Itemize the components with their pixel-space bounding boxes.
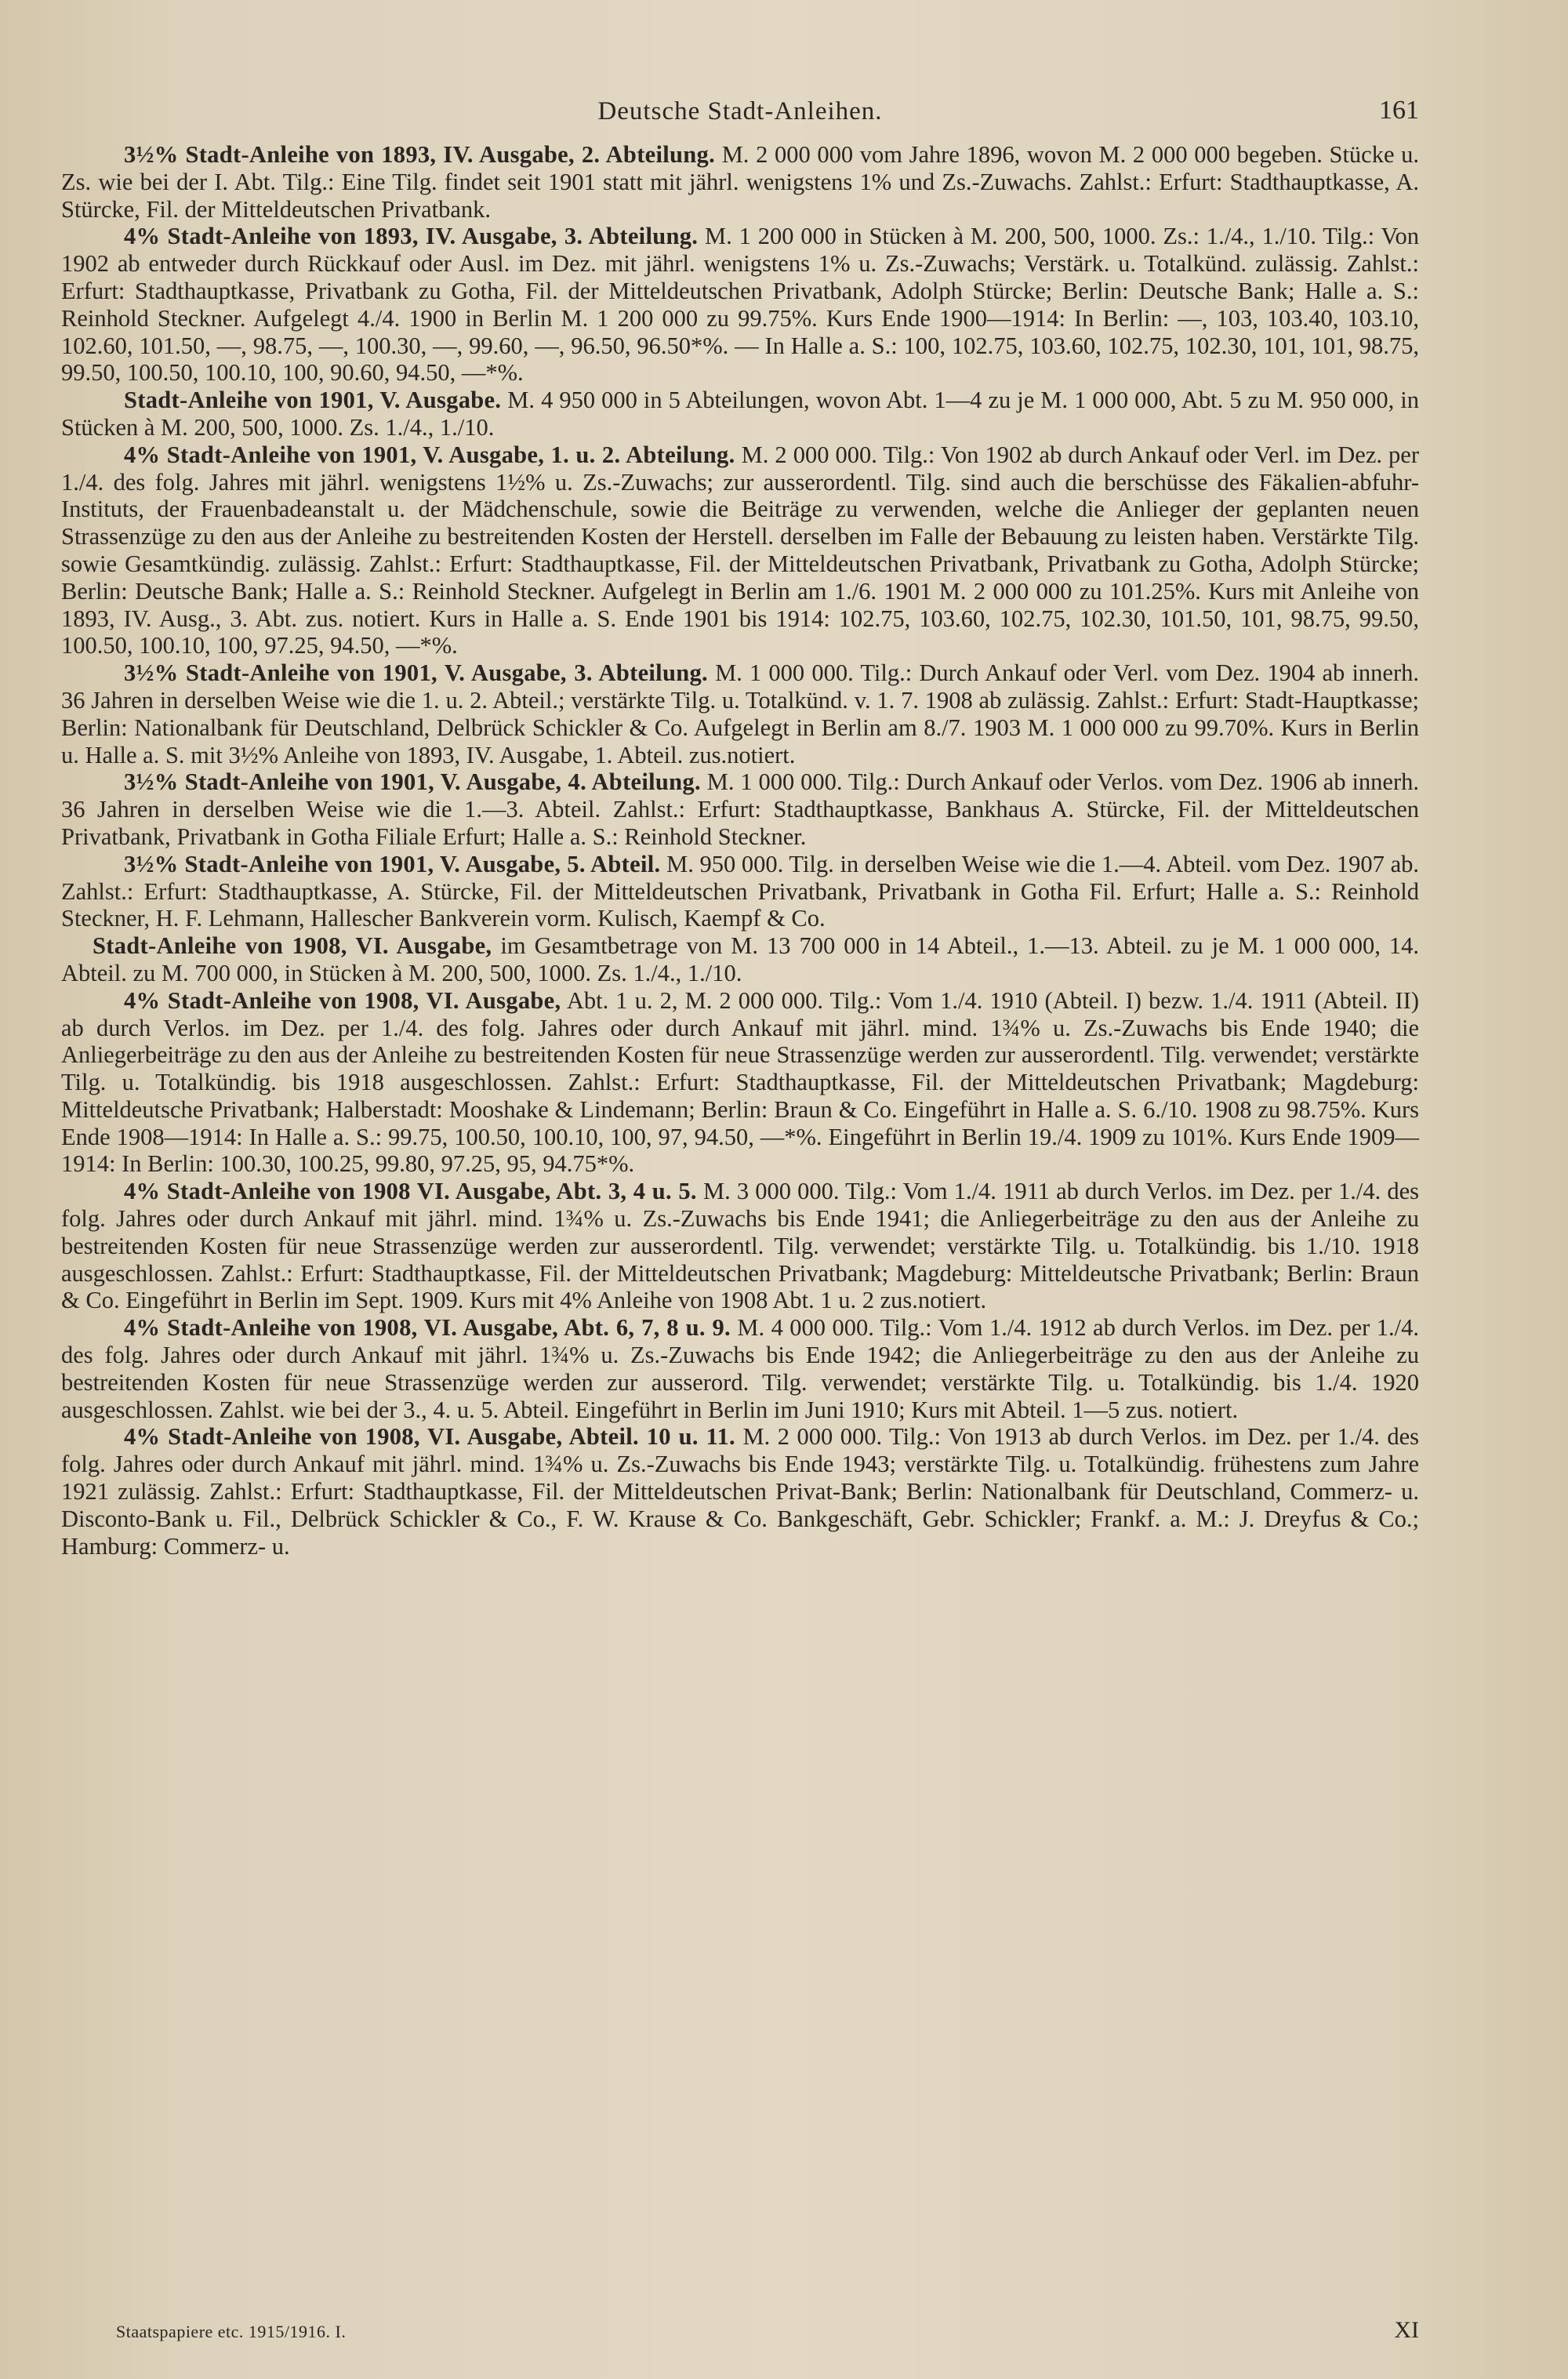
entry-heading: 3½% Stadt-Anleihe von 1893, IV. Ausgabe, 2. Abteilung.: [124, 141, 716, 168]
entry-1893-iv-2: [61, 141, 1419, 223]
entry-1901-v-4: [61, 768, 1419, 850]
entry-text: Abt. 1 u. 2, M. 2 000 000. Tilg.: Vom 1./4. 1910 (Abteil. I) bezw. 1./4. 1911 (Abteil. II) ab durch Verlos. im Dez. per 1./4. des folg. Jahres oder durch Ankauf mit jährl. mind. 1¾% u. Zs.-Zuwachs bis Ende 1940; die Anliegerbeiträge zu den aus der Anleihe zu bestreitenden Kosten für neue Strassenzüge werden zur ausserordentl. Tilg. verwendet; verstärkte Tilg. u. Totalkündig. bis 1918 ausgeschlossen. Zahlst.: Erfurt: Stadthauptkasse, Fil. der Mitteldeutschen Privatbank; Magdeburg: Mitteldeutsche Privatbank; Halberstadt: Mooshake & Lindemann; Berlin: Braun & Co. Eingeführt in Halle a. S. 6./10. 1908 zu 98.75%. Kurs Ende 1908—1914: In Halle a. S.: 99.75, 100.50, 100.10, 100, 97, 94.50, —*%. Eingeführt in Berlin 19./4. 1909 zu 101%. Kurs Ende 1909—1914: In Berlin: 100.30, 100.25, 99.80, 97.25, 95, 94.75*%.: [61, 986, 1419, 1178]
entry-1901-v-5: [61, 851, 1419, 932]
entry-1901-v: [61, 387, 1419, 441]
page-number: 161: [1379, 96, 1419, 125]
entry-heading: 4% Stadt-Anleihe von 1893, IV. Ausgabe, 3. Abteilung.: [124, 223, 699, 250]
entry-1908-vi-6-9: [61, 1314, 1419, 1423]
entry-heading: Stadt-Anleihe von 1901, V. Ausgabe.: [124, 387, 502, 414]
entry-1908-vi-3-5: [61, 1178, 1419, 1314]
entry-heading: 4% Stadt-Anleihe von 1908, VI. Ausgabe, Abt. 6, 7, 8 u. 9.: [124, 1314, 731, 1342]
entry-1908-vi-10-11: [61, 1423, 1419, 1560]
page-header: [61, 93, 1419, 141]
entry-heading: 3½% Stadt-Anleihe von 1901, V. Ausgabe, 4. Abteilung.: [124, 768, 701, 796]
entry-heading: 4% Stadt-Anleihe von 1908, VI. Ausgabe, Abteil. 10 u. 11.: [124, 1423, 735, 1451]
entry-heading: 4% Stadt-Anleihe von 1908 VI. Ausgabe, Abt. 3, 4 u. 5.: [124, 1178, 697, 1205]
entry-1908-vi: [61, 932, 1419, 987]
entry-1908-vi-1-2: [61, 987, 1419, 1179]
running-title: Deutsche Stadt-Anleihen.: [597, 97, 883, 125]
entry-1901-v-1-2: [61, 441, 1419, 659]
entry-text: M. 3 000 000. Tilg.: Vom 1./4. 1911 ab durch Verlos. im Dez. per 1./4. des folg. Jahres oder durch Ankauf mit jährl. mind. 1¾% u. Zs.-Zuwachs bis Ende 1941; die Anliegerbeiträge zu den aus der Anleihe zu bestreitenden Kosten für neue Strassenzüge werden zur ausserordentl. Tilg. verwendet; verstärkte Tilg. u. Totalkündig. bis 1./10. 1918 ausgeschlossen. Zahlst.: Erfurt: Stadthauptkasse, Fil. der Mitteldeutschen Privatbank; Magdeburg: Mitteldeutsche Privatbank; Berlin: Braun & Co. Eingeführt in Berlin im Sept. 1909. Kurs mit 4% Anleihe von 1908 Abt. 1 u. 2 zus.notiert.: [61, 1178, 1419, 1314]
entry-text: M. 4 950 000 in 5 Abteilungen, wovon Abt. 1—4 zu je M. 1 000 000, Abt. 5 zu M. 950 000, in Stücken à M. 200, 500, 1000. Zs. 1./4., 1./10.: [61, 387, 1419, 441]
entry-heading: 4% Stadt-Anleihe von 1901, V. Ausgabe, 1. u. 2. Abteilung.: [124, 441, 735, 468]
entry-text: M. 4 000 000. Tilg.: Vom 1./4. 1912 ab durch Verlos. im Dez. per 1./4. des folg. Jahres oder durch Ankauf mit jährl. 1¾% u. Zs.-Zuwachs bis Ende 1942; die Anliegerbeiträge zu den aus der Anleihe zu bestreitenden Kosten für neue Strassenzüge werden zur ausserord. Tilg. verwendet; verstärkte Tilg. u. Totalkündig. bis 1./4. 1920 ausgeschlossen. Zahlst. wie bei der 3., 4. u. 5. Abteil. Eingeführt in Berlin im Juni 1910; Kurs mit Abteil. 1—5 zus. notiert.: [61, 1314, 1419, 1423]
entry-1901-v-3: [61, 659, 1419, 768]
footer-sheet-number: XI: [1394, 2317, 1419, 2343]
entry-text: M. 1 000 000. Tilg.: Durch Ankauf oder Verl. vom Dez. 1904 ab innerh. 36 Jahren in derselben Weise wie die 1. u. 2. Abteil.; verstärkte Tilg. u. Totalkünd. v. 1. 7. 1908 ab zulässig. Zahlst.: Erfurt: Stadt-Hauptkasse; Berlin: Nationalbank für Deutschland, Delbrück Schickler & Co. Aufgelegt in Berlin am 8./7. 1903 M. 1 000 000 zu 99.70%. Kurs in Berlin u. Halle a. S. mit 3½% Anleihe von 1893, IV. Ausgabe, 1. Abteil. zus.notiert.: [61, 659, 1419, 768]
entry-text: M. 2 000 000. Tilg.: Von 1902 ab durch Ankauf oder Verl. im Dez. per 1./4. des folg. Jahres mit jährl. wenigstens 1½% u. Zs.-Zuwachs; zur ausserordentl. Tilg. sind auch die berschüsse des Fäkalien-abfuhr-Instituts, der Frauenbadeanstalt u. der Mädchenschule, sowie die Beiträge zu verwenden, welche die Anlieger der geplanten neuen Strassenzüge zu den aus der Anleihe zu bestreitenden Kosten der Herstell. derselben im Falle der Bebauung zu leisten haben. Verstärkte Tilg. sowie Gesamtkündig. zulässig. Zahlst.: Erfurt: Stadthauptkasse, Fil. der Mitteldeutschen Privatbank, Privatbank zu Gotha, Adolph Stürcke; Berlin: Deutsche Bank; Halle a. S.: Reinhold Steckner. Aufgelegt in Berlin am 1./6. 1901 M. 2 000 000 zu 101.25%. Kurs mit Anleihe von 1893, IV. Ausg., 3. Abt. zus. notiert. Kurs in Halle a. S. Ende 1901 bis 1914: 102.75, 103.60, 102.75, 102.30, 101.50, 101, 98.75, 99.50, 100.50, 100.10, 100, 97.25, 94.50, —*%.: [61, 441, 1419, 659]
entry-text: im Gesamtbetrage von M. 13 700 000 in 14 Abteil., 1.—13. Abteil. zu je M. 1 000 000, 14. Abteil. zu M. 700 000, in Stücken à M. 200, 500, 1000. Zs. 1./4., 1./10.: [61, 932, 1419, 986]
entry-text: M. 2 000 000. Tilg.: Von 1913 ab durch Verlos. im Dez. per 1./4. des folg. Jahres oder durch Ankauf mit jährl. mind. 1¾% u. Zs.-Zuwachs bis Ende 1943; verstärkte Tilg. u. Totalkündig. frühestens zum Jahre 1921 zulässig. Zahlst.: Erfurt: Stadthauptkasse, Fil. der Mitteldeutschen Privat-Bank; Berlin: Nationalbank für Deutschland, Commerz- u. Disconto-Bank u. Fil., Delbrück Schickler & Co., F. W. Krause & Co. Bankgeschäft, Gebr. Schickler; Frankf. a. M.: J. Dreyfus & Co.; Hamburg: Commerz- u.: [61, 1423, 1419, 1560]
entry-text: M. 950 000. Tilg. in derselben Weise wie die 1.—4. Abteil. vom Dez. 1907 ab. Zahlst.: Erfurt: Stadthauptkasse, A. Stürcke, Fil. der Mitteldeutschen Privatbank, Privatbank in Gotha Fil. Erfurt; Halle a. S.: Reinhold Steckner, H. F. Lehmann, Hallescher Bankverein vorm. Kulisch, Kaempf & Co.: [61, 850, 1420, 932]
entry-heading: 3½% Stadt-Anleihe von 1901, V. Ausgabe, 3. Abteilung.: [124, 659, 708, 687]
entry-1893-iv-3: [61, 223, 1419, 387]
page-footer: [116, 2317, 1419, 2348]
entry-text: M. 2 000 000 vom Jahre 1896, wovon M. 2 000 000 begeben. Stücke u. Zs. wie bei der I. Abt. Tilg.: Eine Tilg. findet seit 1901 statt mit jährl. wenigstens 1% und Zs.-Zuwachs. Zahlst.: Erfurt: Stadthauptkasse, A. Stürcke, Fil. der Mitteldeutschen Privatbank.: [61, 141, 1420, 223]
entry-text: M. 1 000 000. Tilg.: Durch Ankauf oder Verlos. vom Dez. 1906 ab innerh. 36 Jahren in derselben Weise wie die 1.—3. Abteil. Zahlst.: Erfurt: Stadthauptkasse, Bankhaus A. Stürcke, Fil. der Mitteldeutschen Privatbank, Privatbank in Gotha Filiale Erfurt; Halle a. S.: Reinhold Steckner.: [61, 768, 1420, 850]
entry-heading: 4% Stadt-Anleihe von 1908, VI. Ausgabe,: [124, 986, 561, 1014]
entry-text: M. 1 200 000 in Stücken à M. 200, 500, 1000. Zs.: 1./4., 1./10. Tilg.: Von 1902 ab entweder durch Rückkauf oder Ausl. im Dez. mit jährl. wenigstens 1% u. Zs.-Zuwachs; Verstärk. u. Totalkünd. zulässig. Zahlst.: Erfurt: Stadthauptkasse, Privatbank zu Gotha, Fil. der Mitteldeutschen Privatbank, Adolph Stürcke; Berlin: Deutsche Bank; Halle a. S.: Reinhold Steckner. Aufgelegt 4./4. 1900 in Berlin M. 1 200 000 zu 99.75%. Kurs Ende 1900—1914: In Berlin: —, 103, 103.40, 103.10, 102.60, 101.50, —, 98.75, —, 100.30, —, 99.60, —, 96.50, 96.50*%. — In Halle a. S.: 100, 102.75, 103.60, 102.75, 102.30, 101, 101, 98.75, 99.50, 100.50, 100.10, 100, 90.60, 94.50, —*%.: [61, 223, 1419, 387]
entry-heading: Stadt-Anleihe von 1908, VI. Ausgabe,: [93, 932, 492, 960]
body-text: [61, 141, 1419, 1560]
entry-heading: 3½% Stadt-Anleihe von 1901, V. Ausgabe, 5. Abteil.: [124, 850, 661, 877]
footer-signature: Staatspapiere etc. 1915/1916. I.: [116, 2322, 347, 2341]
